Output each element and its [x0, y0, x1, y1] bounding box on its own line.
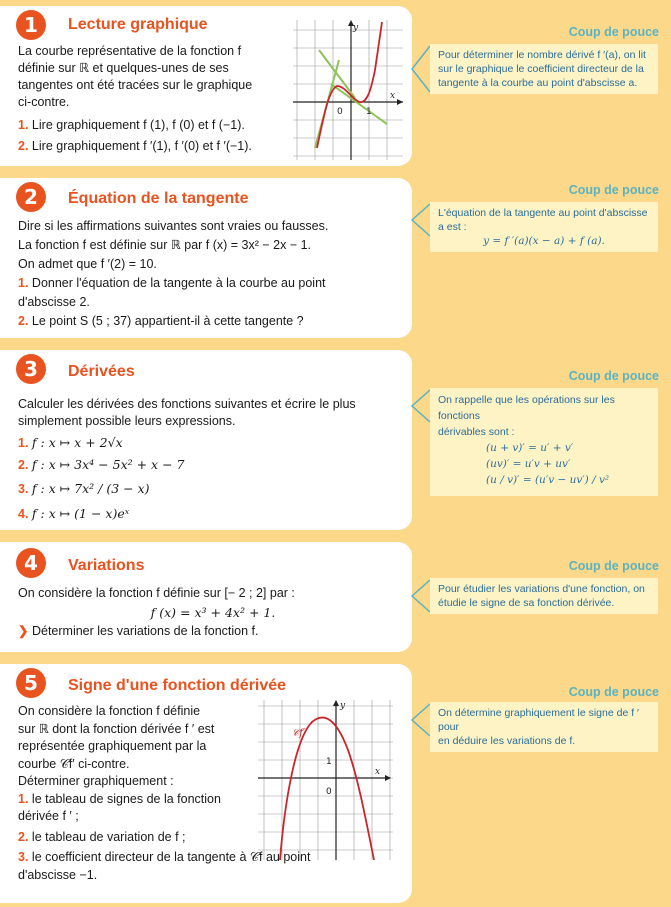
question-text: le tableau de signes de la fonction — [31, 791, 221, 806]
question-2 — [18, 312, 408, 331]
item-3 — [18, 476, 408, 502]
item-number: 3. — [18, 482, 29, 496]
exercise-number: 4 — [16, 548, 46, 578]
unit-label: 1 — [326, 757, 332, 767]
text-line: On admet que f ′(2) = 10. — [18, 257, 157, 271]
question-text: Le point S (5 ; 37) appartient-il à cette tangente ? — [31, 314, 304, 328]
axis-x-label: x — [375, 767, 381, 777]
question-number: 1. — [18, 791, 29, 806]
question-text: Donner l'équation de la tangente à la courbe au point — [31, 276, 326, 290]
text-line: représentée graphiquement par la — [18, 739, 207, 753]
graph-derivative — [258, 700, 393, 860]
hint-line: Pour étudier les variations d'une fonction, on — [438, 583, 645, 595]
item-1 — [18, 432, 408, 454]
exercise-text — [18, 396, 408, 526]
origin-label: 0 — [326, 787, 332, 797]
item-4 — [18, 502, 408, 526]
text-line: ci-contre. — [18, 95, 70, 109]
item-number: 1. — [18, 436, 29, 450]
hint-line: dérivables sont : — [438, 426, 515, 438]
question-number: 3. — [18, 850, 29, 864]
hint-arrow-icon — [408, 202, 432, 238]
question-text: le tableau de variation de f ; — [31, 829, 186, 844]
hint-formula: (u / v)′ = (u′v − uv′) / v² — [486, 474, 610, 486]
question-1 — [18, 274, 408, 293]
hint-line: L'équation de la tangente au point d'abscisse a est : — [438, 207, 648, 233]
exercise-title: Dérivées — [68, 363, 135, 380]
item-formula: f : x ↦ (1 − x)eˣ — [31, 506, 130, 521]
exercise-number: 1 — [16, 10, 46, 40]
hint-box — [430, 578, 658, 614]
hint-title: Coup de pouce — [568, 685, 659, 699]
exercise-5 — [0, 658, 671, 907]
hint-title: Coup de pouce — [568, 25, 659, 39]
item-formula: f : x ↦ 3x⁴ − 5x² + x − 7 — [31, 457, 185, 472]
text-line: On considère la fonction f définie — [18, 704, 201, 718]
exercise-number: 2 — [16, 182, 46, 212]
exercise-title: Lecture graphique — [68, 16, 208, 33]
hint-line: sur le graphique le coefficient directeur de la — [438, 63, 644, 75]
text-line: La fonction f est définie sur ℝ par f (x) = 3x² − 2x − 1. — [18, 238, 312, 252]
curve-label: 𝒞f′ — [292, 728, 306, 739]
hint-line: en déduire les variations de f. — [438, 735, 576, 747]
hint-title: Coup de pouce — [568, 183, 659, 197]
exercise-title: Équation de la tangente — [68, 190, 249, 207]
hint-arrow-icon — [408, 388, 432, 424]
hint-box — [430, 44, 658, 94]
hint-line: Pour déterminer le nombre dérivé f ′(a), on lit — [438, 49, 646, 61]
hint-box — [430, 702, 658, 752]
axis-x-label: x — [390, 91, 396, 101]
hint-line: étudie le signe de sa fonction dérivée. — [438, 597, 615, 609]
exercise-title: Variations — [68, 557, 145, 574]
text-line: Déterminer graphiquement : — [18, 774, 174, 788]
exercise-text — [18, 43, 288, 155]
exercise-2 — [0, 172, 671, 344]
hint-box — [430, 388, 658, 496]
graph-tangents — [293, 20, 403, 160]
item-formula: f : x ↦ x + 2√x — [31, 435, 123, 450]
hint-formula: y = f ′(a)(x − a) + f (a). — [483, 235, 605, 247]
hint-line: On rappelle que les opérations sur les fonctions — [438, 394, 615, 422]
axis-y-label: y — [340, 701, 346, 711]
hint-line: tangente à la courbe au point d'abscisse a. — [438, 77, 638, 89]
hint-line: On détermine graphiquement le signe de f ′ pour — [438, 707, 640, 733]
exercise-1 — [0, 0, 671, 172]
task-text: Déterminer les variations de la fonction f. — [31, 624, 259, 638]
text-line: tangentes ont été tracées sur le graphique — [18, 78, 253, 92]
exercise-number: 3 — [16, 354, 46, 384]
text-line: définie sur ℝ et quelques-unes de ses — [18, 61, 229, 75]
question-number: 2. — [18, 829, 29, 844]
text-line: sur ℝ dont la fonction dérivée f ′ est — [18, 721, 215, 736]
hint-arrow-icon — [408, 702, 432, 738]
hint-box — [430, 202, 658, 252]
hint-arrow-icon — [408, 578, 432, 614]
item-number: 4. — [18, 507, 29, 521]
exercise-text — [18, 584, 408, 641]
exercise-text — [18, 217, 408, 331]
exercise-title: Signe d'une fonction dérivée — [68, 677, 287, 694]
item-number: 2. — [18, 458, 29, 472]
exercise-4 — [0, 536, 671, 658]
question-text: d'abscisse −1. — [18, 867, 98, 882]
question-text: Lire graphiquement f ′(1), f ′(0) et f ′(−1). — [31, 139, 252, 153]
task — [18, 622, 408, 641]
item-2 — [18, 454, 408, 476]
text-line: Dire si les affirmations suivantes sont vraies ou fausses. — [18, 219, 329, 233]
hint-title: Coup de pouce — [568, 369, 659, 383]
text-line: On considère la fonction f définie sur [− 2 ; 2] par : — [18, 586, 295, 600]
function-formula: f (x) = x³ + 4x² + 1. — [150, 605, 276, 620]
hint-arrow-icon — [408, 44, 432, 94]
question-1 — [18, 117, 288, 134]
question-2 — [18, 138, 288, 155]
axis-y-label: y — [353, 23, 359, 33]
text-line: simplement possible leurs expressions. — [18, 414, 236, 428]
unit-label: 1 — [366, 107, 372, 117]
question-number: 1. — [18, 276, 29, 290]
hint-formula: (u + v)′ = u′ + v′ — [486, 442, 574, 454]
exercise-number: 5 — [16, 668, 46, 698]
text-line: La courbe représentative de la fonction f — [18, 44, 242, 58]
hint-formula: (uv)′ = u′v + uv′ — [486, 458, 571, 470]
origin-label: 0 — [337, 107, 343, 117]
question-text: dérivée f ′ ; — [18, 809, 79, 823]
text-line: courbe 𝒞f′ ci-contre. — [18, 756, 130, 771]
question-number: 1. — [18, 118, 29, 132]
question-text: le coefficient directeur de la tangente à 𝒞f au point — [31, 850, 311, 864]
hint-title: Coup de pouce — [568, 559, 659, 573]
item-formula: f : x ↦ 7x² / (3 − x) — [31, 481, 150, 496]
question-text: d'abscisse 2. — [18, 295, 90, 309]
question-number: 2. — [18, 314, 29, 328]
question-number: 2. — [18, 139, 29, 153]
exercise-3 — [0, 344, 671, 536]
question-text: Lire graphiquement f (1), f (0) et f (−1). — [31, 118, 245, 132]
chevron-right-icon: ❯ — [18, 624, 29, 638]
text-line: Calculer les dérivées des fonctions suivantes et écrire le plus — [18, 397, 356, 411]
